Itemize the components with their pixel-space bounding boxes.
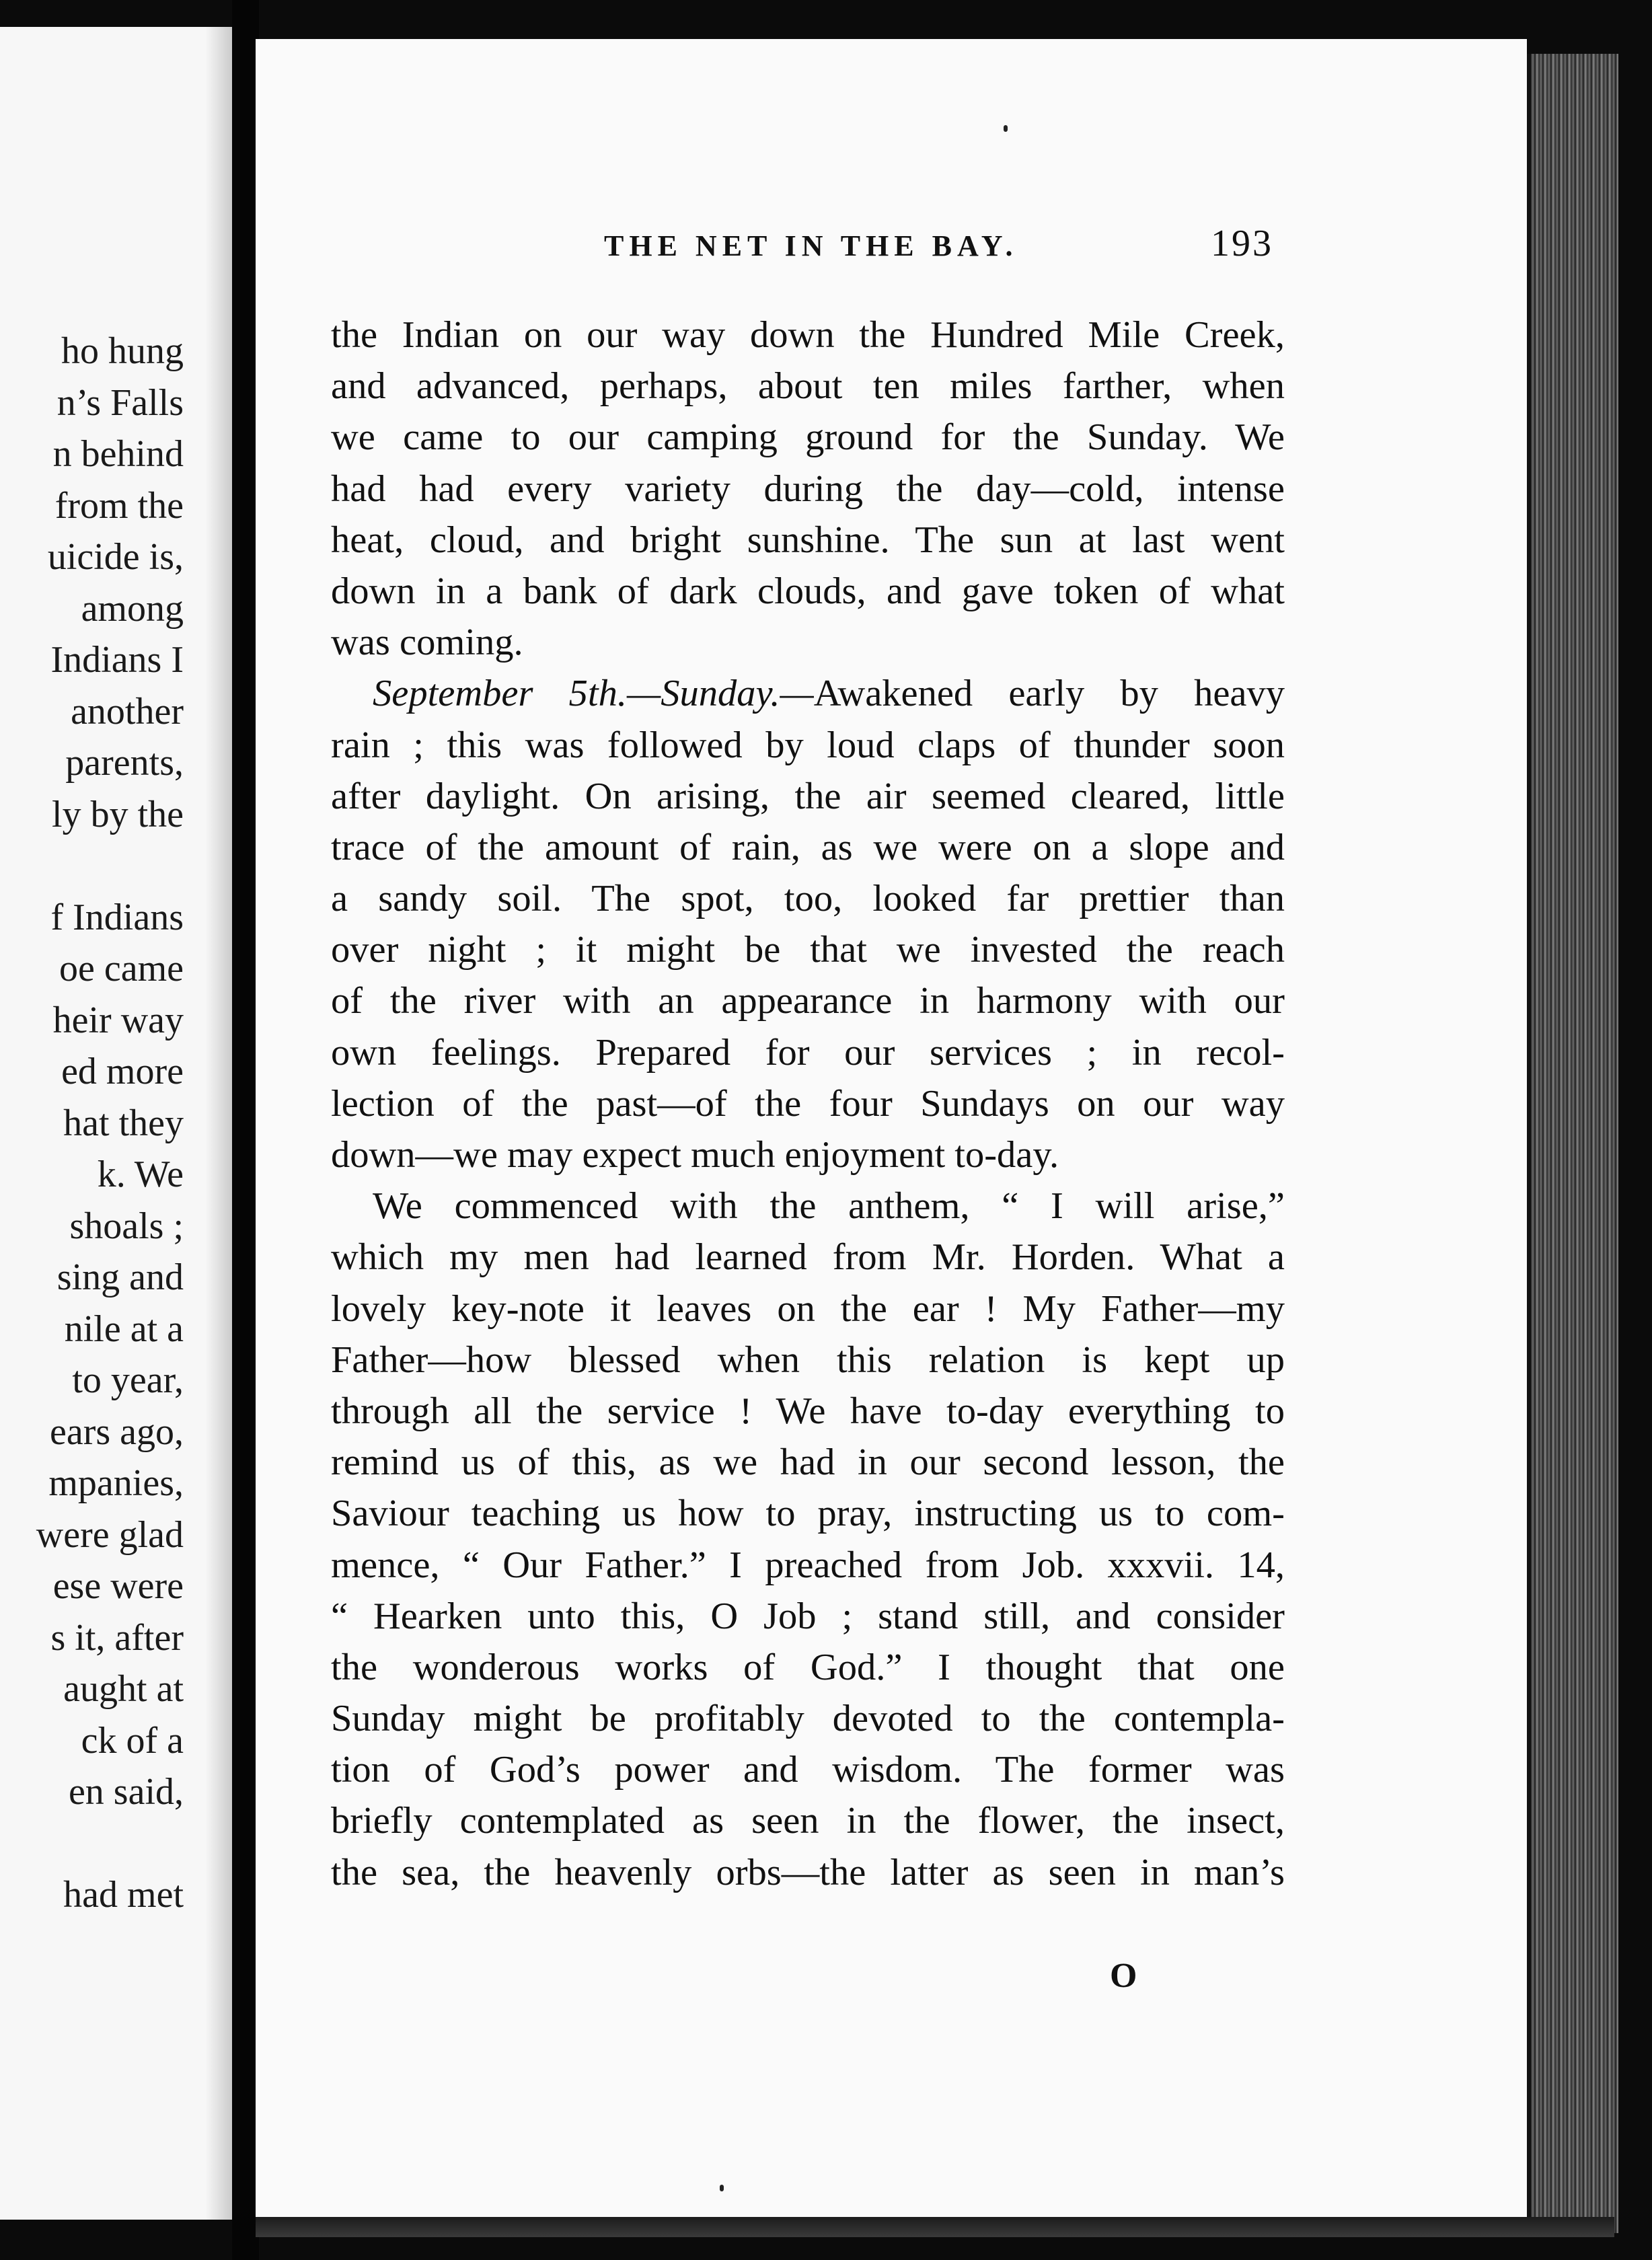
left-line: had met bbox=[63, 1874, 184, 1916]
paper-speck bbox=[1004, 125, 1008, 132]
text-line: which my men had learned from Mr. Horden. What a bbox=[331, 1236, 1285, 1279]
body-text bbox=[331, 309, 1285, 1898]
text-line: own feelings. Prepared for our services ; in recol- bbox=[331, 1031, 1285, 1074]
left-line: to year, bbox=[72, 1359, 184, 1401]
left-line: nile at a bbox=[64, 1308, 184, 1350]
text-line: lovely key-note it leaves on the ear ! My Father—my bbox=[331, 1287, 1285, 1330]
paper-speck bbox=[720, 2185, 724, 2191]
page-edges-bottom bbox=[256, 2217, 1614, 2237]
left-line: k. We bbox=[97, 1154, 184, 1195]
text-line: through all the service ! We have to-day everything to bbox=[331, 1390, 1285, 1432]
left-line: ck of a bbox=[81, 1719, 184, 1762]
text-line: the wonderous works of God.” I thought that one bbox=[331, 1646, 1285, 1688]
text-line: tion of God’s power and wisdom. The former was bbox=[331, 1749, 1285, 1791]
left-line: parents, bbox=[65, 742, 184, 784]
text-line: of the river with an appearance in harmony with our bbox=[331, 980, 1285, 1022]
signature-mark: O bbox=[1110, 1957, 1137, 1995]
left-line: Indians I bbox=[50, 639, 184, 681]
text-line: the Indian on our way down the Hundred Mile Creek, bbox=[331, 314, 1285, 356]
text-line: mence, “ Our Father.” I preached from Job. xxxvii. 14, bbox=[331, 1544, 1285, 1586]
text-line: Father—how blessed when this relation is kept up bbox=[331, 1339, 1285, 1381]
left-line: aught at bbox=[63, 1668, 184, 1710]
text-line: down in a bank of dark clouds, and gave token of what bbox=[331, 570, 1285, 612]
left-line bbox=[36, 840, 184, 892]
left-line: ese were bbox=[52, 1565, 184, 1607]
right-page bbox=[256, 39, 1527, 2217]
text-line: we came to our camping ground for the Sunday. We bbox=[331, 416, 1285, 459]
left-line: hat they bbox=[63, 1102, 184, 1144]
left-line: s it, after bbox=[50, 1616, 184, 1659]
left-line: another bbox=[71, 690, 184, 732]
gutter-shadow bbox=[205, 27, 232, 2220]
left-line bbox=[36, 1818, 184, 1870]
left-line: mpanies, bbox=[48, 1462, 184, 1504]
page-header bbox=[256, 222, 1527, 276]
text-line: “ Hearken unto this, O Job ; stand still, and consider bbox=[331, 1595, 1285, 1637]
text-line: and advanced, perhaps, about ten miles farther, when bbox=[331, 365, 1285, 408]
text-line: Sunday might be profitably devoted to the contempla- bbox=[331, 1698, 1285, 1740]
date-line-rest: Awakened early by heavy bbox=[813, 673, 1285, 715]
left-line: sing and bbox=[57, 1256, 184, 1298]
left-line: en said, bbox=[68, 1771, 184, 1813]
running-title: THE NET IN THE BAY. bbox=[604, 229, 1018, 262]
date-heading: September 5th.—Sunday.— bbox=[373, 673, 814, 715]
left-line: were glad bbox=[36, 1513, 184, 1556]
book-binding bbox=[232, 0, 259, 2260]
left-line: n behind bbox=[52, 433, 184, 475]
left-line: ears ago, bbox=[49, 1410, 184, 1453]
text-line: over night ; it might be that we invested the reach bbox=[331, 929, 1285, 971]
page-edges bbox=[1527, 54, 1618, 2233]
left-line: heir way bbox=[52, 999, 184, 1041]
text-line: rain ; this was followed by loud claps of thunder soon bbox=[331, 724, 1285, 766]
text-line: heat, cloud, and bright sunshine. The sun at last went bbox=[331, 519, 1285, 561]
left-line: among bbox=[81, 587, 184, 630]
left-page-text bbox=[36, 326, 184, 1921]
text-line-dated bbox=[331, 668, 1285, 719]
left-line: from the bbox=[54, 484, 184, 527]
left-line: ho hung bbox=[61, 330, 184, 372]
left-line: oe came bbox=[59, 948, 184, 989]
left-line: uicide is, bbox=[47, 536, 184, 578]
text-line: lection of the past—of the four Sundays on our way bbox=[331, 1082, 1285, 1125]
left-page-fragment bbox=[0, 27, 232, 2220]
text-line: Saviour teaching us how to pray, instructing us to com- bbox=[331, 1493, 1285, 1535]
text-line: the sea, the heavenly orbs—the latter as seen in man’s bbox=[331, 1851, 1285, 1893]
text-line: had had every variety during the day—cold, intense bbox=[331, 467, 1285, 510]
left-line: f Indians bbox=[50, 896, 184, 938]
text-line: remind us of this, as we had in our second lesson, the bbox=[331, 1441, 1285, 1484]
left-line: n’s Falls bbox=[57, 381, 184, 424]
text-line: trace of the amount of rain, as we were on a slope and bbox=[331, 826, 1285, 868]
left-line: ed more bbox=[61, 1051, 184, 1092]
text-line: after daylight. On arising, the air seemed cleared, little bbox=[331, 775, 1285, 817]
text-line: briefly contemplated as seen in the flower, the insect, bbox=[331, 1800, 1285, 1842]
text-line: was coming. bbox=[331, 622, 523, 664]
text-line: We commenced with the anthem, “ I will arise,” bbox=[373, 1185, 1285, 1228]
page-number: 193 bbox=[1211, 223, 1273, 264]
text-line: down—we may expect much enjoyment to-day. bbox=[331, 1134, 1059, 1176]
text-line: a sandy soil. The spot, too, looked far prettier than bbox=[331, 878, 1285, 920]
left-line: ly by the bbox=[52, 793, 184, 835]
left-line: shoals ; bbox=[69, 1205, 184, 1247]
